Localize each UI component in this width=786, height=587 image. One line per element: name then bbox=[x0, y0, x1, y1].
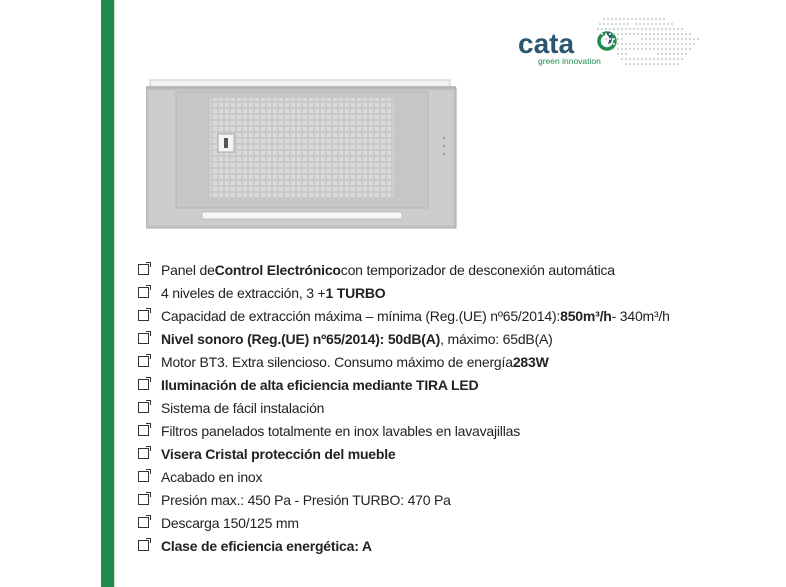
checkbox-icon bbox=[138, 356, 149, 367]
feature-text: 4 niveles de extracción, 3 + bbox=[161, 284, 326, 301]
map-dot bbox=[613, 28, 615, 30]
map-dot bbox=[615, 23, 617, 25]
map-dot bbox=[641, 58, 643, 60]
map-dot bbox=[621, 43, 623, 45]
map-dot bbox=[661, 48, 663, 50]
checkbox-icon bbox=[138, 264, 149, 275]
checkbox-icon bbox=[138, 333, 149, 344]
map-dot bbox=[657, 58, 659, 60]
map-dot bbox=[617, 28, 619, 30]
feature-item bbox=[138, 281, 670, 304]
map-dot bbox=[669, 48, 671, 50]
feature-item bbox=[138, 350, 670, 373]
feature-item bbox=[138, 304, 670, 327]
map-dot bbox=[669, 43, 671, 45]
feature-text: con temporizador de desconexión automática bbox=[340, 261, 615, 278]
map-dot bbox=[645, 58, 647, 60]
map-dot bbox=[615, 18, 617, 20]
feature-item bbox=[138, 327, 670, 350]
map-dot bbox=[657, 63, 659, 65]
map-dot bbox=[677, 53, 679, 55]
map-dot bbox=[613, 38, 615, 40]
map-dot bbox=[673, 53, 675, 55]
map-dot bbox=[637, 28, 639, 30]
feature-item bbox=[138, 258, 670, 281]
feature-text: Presión max.: 450 Pa - Presión TURBO: 470 Pa bbox=[161, 491, 451, 508]
map-dot bbox=[681, 28, 683, 30]
map-dot bbox=[605, 38, 607, 40]
map-dot bbox=[601, 33, 603, 35]
map-dot bbox=[621, 28, 623, 30]
map-dot bbox=[625, 58, 627, 60]
map-dot bbox=[645, 48, 647, 50]
map-dot bbox=[641, 43, 643, 45]
map-dot bbox=[597, 28, 599, 30]
map-dot bbox=[681, 33, 683, 35]
map-dot bbox=[665, 63, 667, 65]
map-dot bbox=[619, 18, 621, 20]
map-dot bbox=[673, 28, 675, 30]
map-dot bbox=[669, 28, 671, 30]
checkbox-icon bbox=[138, 540, 149, 551]
map-dot bbox=[617, 33, 619, 35]
feature-text: Capacidad de extracción máxima – mínima (Reg.(UE) nº65/2014): bbox=[161, 307, 561, 324]
map-dot bbox=[603, 18, 605, 20]
checkbox-icon bbox=[138, 379, 149, 390]
map-dot bbox=[681, 53, 683, 55]
map-dot bbox=[641, 48, 643, 50]
map-dot bbox=[677, 38, 679, 40]
map-dot bbox=[605, 33, 607, 35]
map-dot bbox=[649, 58, 651, 60]
checkbox-icon bbox=[138, 517, 149, 528]
map-dot bbox=[685, 43, 687, 45]
map-dot bbox=[661, 28, 663, 30]
map-dot bbox=[649, 63, 651, 65]
map-dot bbox=[663, 23, 665, 25]
map-dot bbox=[677, 33, 679, 35]
map-dot bbox=[609, 28, 611, 30]
map-dot bbox=[653, 48, 655, 50]
map-dot bbox=[657, 53, 659, 55]
map-dot bbox=[653, 38, 655, 40]
feature-item bbox=[138, 373, 670, 396]
map-dot bbox=[607, 18, 609, 20]
map-dot bbox=[635, 18, 637, 20]
feature-text: - 340m³/h bbox=[611, 307, 670, 324]
map-dot bbox=[637, 58, 639, 60]
map-dot bbox=[645, 43, 647, 45]
world-map-dots-icon bbox=[595, 14, 705, 72]
map-dot bbox=[619, 23, 621, 25]
map-dot bbox=[665, 58, 667, 60]
feature-item bbox=[138, 488, 670, 511]
map-dot bbox=[659, 23, 661, 25]
map-dot bbox=[643, 23, 645, 25]
map-dot bbox=[689, 33, 691, 35]
map-dot bbox=[657, 38, 659, 40]
map-dot bbox=[633, 63, 635, 65]
logo-wordmark: cata bbox=[518, 28, 575, 59]
map-dot bbox=[647, 18, 649, 20]
map-dot bbox=[629, 48, 631, 50]
map-dot bbox=[667, 23, 669, 25]
side-divider bbox=[114, 0, 115, 587]
map-dot bbox=[639, 18, 641, 20]
map-dot bbox=[693, 38, 695, 40]
map-dot bbox=[611, 23, 613, 25]
map-dot bbox=[673, 43, 675, 45]
map-dot bbox=[653, 28, 655, 30]
feature-item bbox=[138, 442, 670, 465]
map-dot bbox=[661, 58, 663, 60]
feature-list bbox=[138, 258, 670, 557]
map-dot bbox=[653, 43, 655, 45]
map-dot bbox=[649, 48, 651, 50]
map-dot bbox=[621, 38, 623, 40]
map-dot bbox=[617, 43, 619, 45]
map-dot bbox=[643, 18, 645, 20]
map-dot bbox=[633, 33, 635, 35]
map-dot bbox=[669, 38, 671, 40]
map-dot bbox=[665, 43, 667, 45]
map-dot bbox=[609, 33, 611, 35]
map-dot bbox=[635, 23, 637, 25]
map-dot bbox=[685, 33, 687, 35]
checkbox-icon bbox=[138, 425, 149, 436]
checkbox-icon bbox=[138, 448, 149, 459]
map-dot bbox=[617, 53, 619, 55]
map-dot bbox=[625, 43, 627, 45]
feature-text: Acabado en inox bbox=[161, 468, 263, 485]
map-dot bbox=[677, 43, 679, 45]
map-dot bbox=[629, 28, 631, 30]
checkbox-icon bbox=[138, 471, 149, 482]
map-dot bbox=[647, 23, 649, 25]
map-dot bbox=[689, 38, 691, 40]
map-dot bbox=[641, 38, 643, 40]
map-dot bbox=[605, 28, 607, 30]
map-dot bbox=[673, 58, 675, 60]
map-dot bbox=[693, 43, 695, 45]
map-dot bbox=[627, 23, 629, 25]
map-dot bbox=[613, 43, 615, 45]
map-dot bbox=[623, 18, 625, 20]
map-dot bbox=[665, 28, 667, 30]
feature-text: 283W bbox=[512, 353, 549, 370]
map-dot bbox=[661, 63, 663, 65]
map-dot bbox=[665, 53, 667, 55]
map-dot bbox=[681, 43, 683, 45]
map-dot bbox=[607, 23, 609, 25]
map-dot bbox=[625, 33, 627, 35]
map-dot bbox=[637, 48, 639, 50]
map-dot bbox=[689, 43, 691, 45]
map-dot bbox=[631, 18, 633, 20]
map-dot bbox=[625, 28, 627, 30]
map-dot bbox=[689, 48, 691, 50]
map-dot bbox=[681, 48, 683, 50]
map-dot bbox=[657, 48, 659, 50]
map-dot bbox=[645, 33, 647, 35]
map-dot bbox=[673, 33, 675, 35]
feature-item bbox=[138, 534, 670, 557]
feature-text: 850m³/h bbox=[560, 307, 612, 324]
map-dot bbox=[649, 38, 651, 40]
map-dot bbox=[625, 63, 627, 65]
map-dot bbox=[621, 33, 623, 35]
map-dot bbox=[645, 38, 647, 40]
map-dot bbox=[677, 28, 679, 30]
feature-text: Nivel sonoro (Reg.(UE) nº65/2014): 50dB(A) bbox=[161, 330, 441, 347]
map-dot bbox=[599, 23, 601, 25]
map-dot bbox=[673, 38, 675, 40]
feature-text: Clase de eficiencia energética: A bbox=[161, 537, 372, 554]
map-dot bbox=[611, 18, 613, 20]
map-dot bbox=[629, 58, 631, 60]
map-dot bbox=[669, 33, 671, 35]
map-dot bbox=[677, 63, 679, 65]
map-dot bbox=[637, 63, 639, 65]
map-dot bbox=[641, 28, 643, 30]
map-dot bbox=[617, 38, 619, 40]
map-dot bbox=[651, 18, 653, 20]
map-dot bbox=[655, 18, 657, 20]
map-dot bbox=[653, 58, 655, 60]
map-dot bbox=[633, 48, 635, 50]
map-dot bbox=[661, 33, 663, 35]
map-dot bbox=[613, 48, 615, 50]
map-dot bbox=[657, 43, 659, 45]
map-dot bbox=[677, 48, 679, 50]
left-margin bbox=[0, 0, 101, 587]
feature-item bbox=[138, 465, 670, 488]
map-dot bbox=[621, 53, 623, 55]
map-dot bbox=[661, 53, 663, 55]
map-dot bbox=[649, 28, 651, 30]
map-dot bbox=[617, 48, 619, 50]
logo-tagline: green innovation bbox=[538, 56, 601, 66]
feature-item bbox=[138, 511, 670, 534]
map-dot bbox=[627, 18, 629, 20]
feature-text: , máximo: 65dB(A) bbox=[440, 330, 553, 347]
feature-text: Visera Cristal protección del mueble bbox=[161, 445, 396, 462]
map-dot bbox=[697, 38, 699, 40]
checkbox-icon bbox=[138, 402, 149, 413]
map-dot bbox=[671, 23, 673, 25]
feature-item bbox=[138, 396, 670, 419]
map-dot bbox=[629, 33, 631, 35]
map-dot bbox=[653, 33, 655, 35]
map-dot bbox=[645, 63, 647, 65]
feature-text: Panel de bbox=[161, 261, 215, 278]
map-dot bbox=[641, 33, 643, 35]
map-dot bbox=[661, 43, 663, 45]
map-dot bbox=[663, 18, 665, 20]
map-dot bbox=[645, 28, 647, 30]
feature-text: 1 TURBO bbox=[325, 284, 386, 301]
map-dot bbox=[673, 48, 675, 50]
map-dot bbox=[669, 58, 671, 60]
map-dot bbox=[639, 23, 641, 25]
map-dot bbox=[625, 53, 627, 55]
hood-product-image bbox=[146, 78, 462, 231]
feature-text: Sistema de fácil instalación bbox=[161, 399, 325, 416]
map-dot bbox=[633, 43, 635, 45]
checkbox-icon bbox=[138, 310, 149, 321]
feature-text: Control Electrónico bbox=[214, 261, 341, 278]
map-dot bbox=[623, 23, 625, 25]
map-dot bbox=[609, 43, 611, 45]
map-dot bbox=[677, 58, 679, 60]
map-dot bbox=[665, 33, 667, 35]
feature-text: Motor BT3. Extra silencioso. Consumo máximo de energía bbox=[161, 353, 513, 370]
map-dot bbox=[601, 28, 603, 30]
map-dot bbox=[669, 53, 671, 55]
map-dot bbox=[685, 48, 687, 50]
map-dot bbox=[649, 33, 651, 35]
map-dot bbox=[665, 38, 667, 40]
map-dot bbox=[633, 28, 635, 30]
feature-text: Filtros panelados totalmente en inox lavables en lavavajillas bbox=[161, 422, 521, 439]
map-dot bbox=[633, 58, 635, 60]
map-dot bbox=[681, 58, 683, 60]
map-dot bbox=[685, 53, 687, 55]
feature-text: Iluminación de alta eficiencia mediante TIRA LED bbox=[161, 376, 479, 393]
map-dot bbox=[641, 63, 643, 65]
map-dot bbox=[603, 23, 605, 25]
checkbox-icon bbox=[138, 494, 149, 505]
map-dot bbox=[621, 48, 623, 50]
map-dot bbox=[609, 38, 611, 40]
map-dot bbox=[629, 63, 631, 65]
map-dot bbox=[673, 63, 675, 65]
map-dot bbox=[621, 58, 623, 60]
map-dot bbox=[669, 63, 671, 65]
map-dot bbox=[659, 18, 661, 20]
map-dot bbox=[661, 38, 663, 40]
map-dot bbox=[651, 23, 653, 25]
map-dot bbox=[637, 33, 639, 35]
map-dot bbox=[613, 33, 615, 35]
map-dot bbox=[655, 23, 657, 25]
map-dot bbox=[625, 48, 627, 50]
map-dot bbox=[657, 33, 659, 35]
green-side-stripe bbox=[101, 0, 114, 587]
feature-item bbox=[138, 419, 670, 442]
checkbox-icon bbox=[138, 287, 149, 298]
map-dot bbox=[665, 48, 667, 50]
map-dot bbox=[637, 43, 639, 45]
map-dot bbox=[629, 43, 631, 45]
map-dot bbox=[653, 63, 655, 65]
map-dot bbox=[649, 43, 651, 45]
map-dot bbox=[681, 38, 683, 40]
feature-text: Descarga 150/125 mm bbox=[161, 514, 299, 531]
map-dot bbox=[657, 28, 659, 30]
map-dot bbox=[685, 38, 687, 40]
